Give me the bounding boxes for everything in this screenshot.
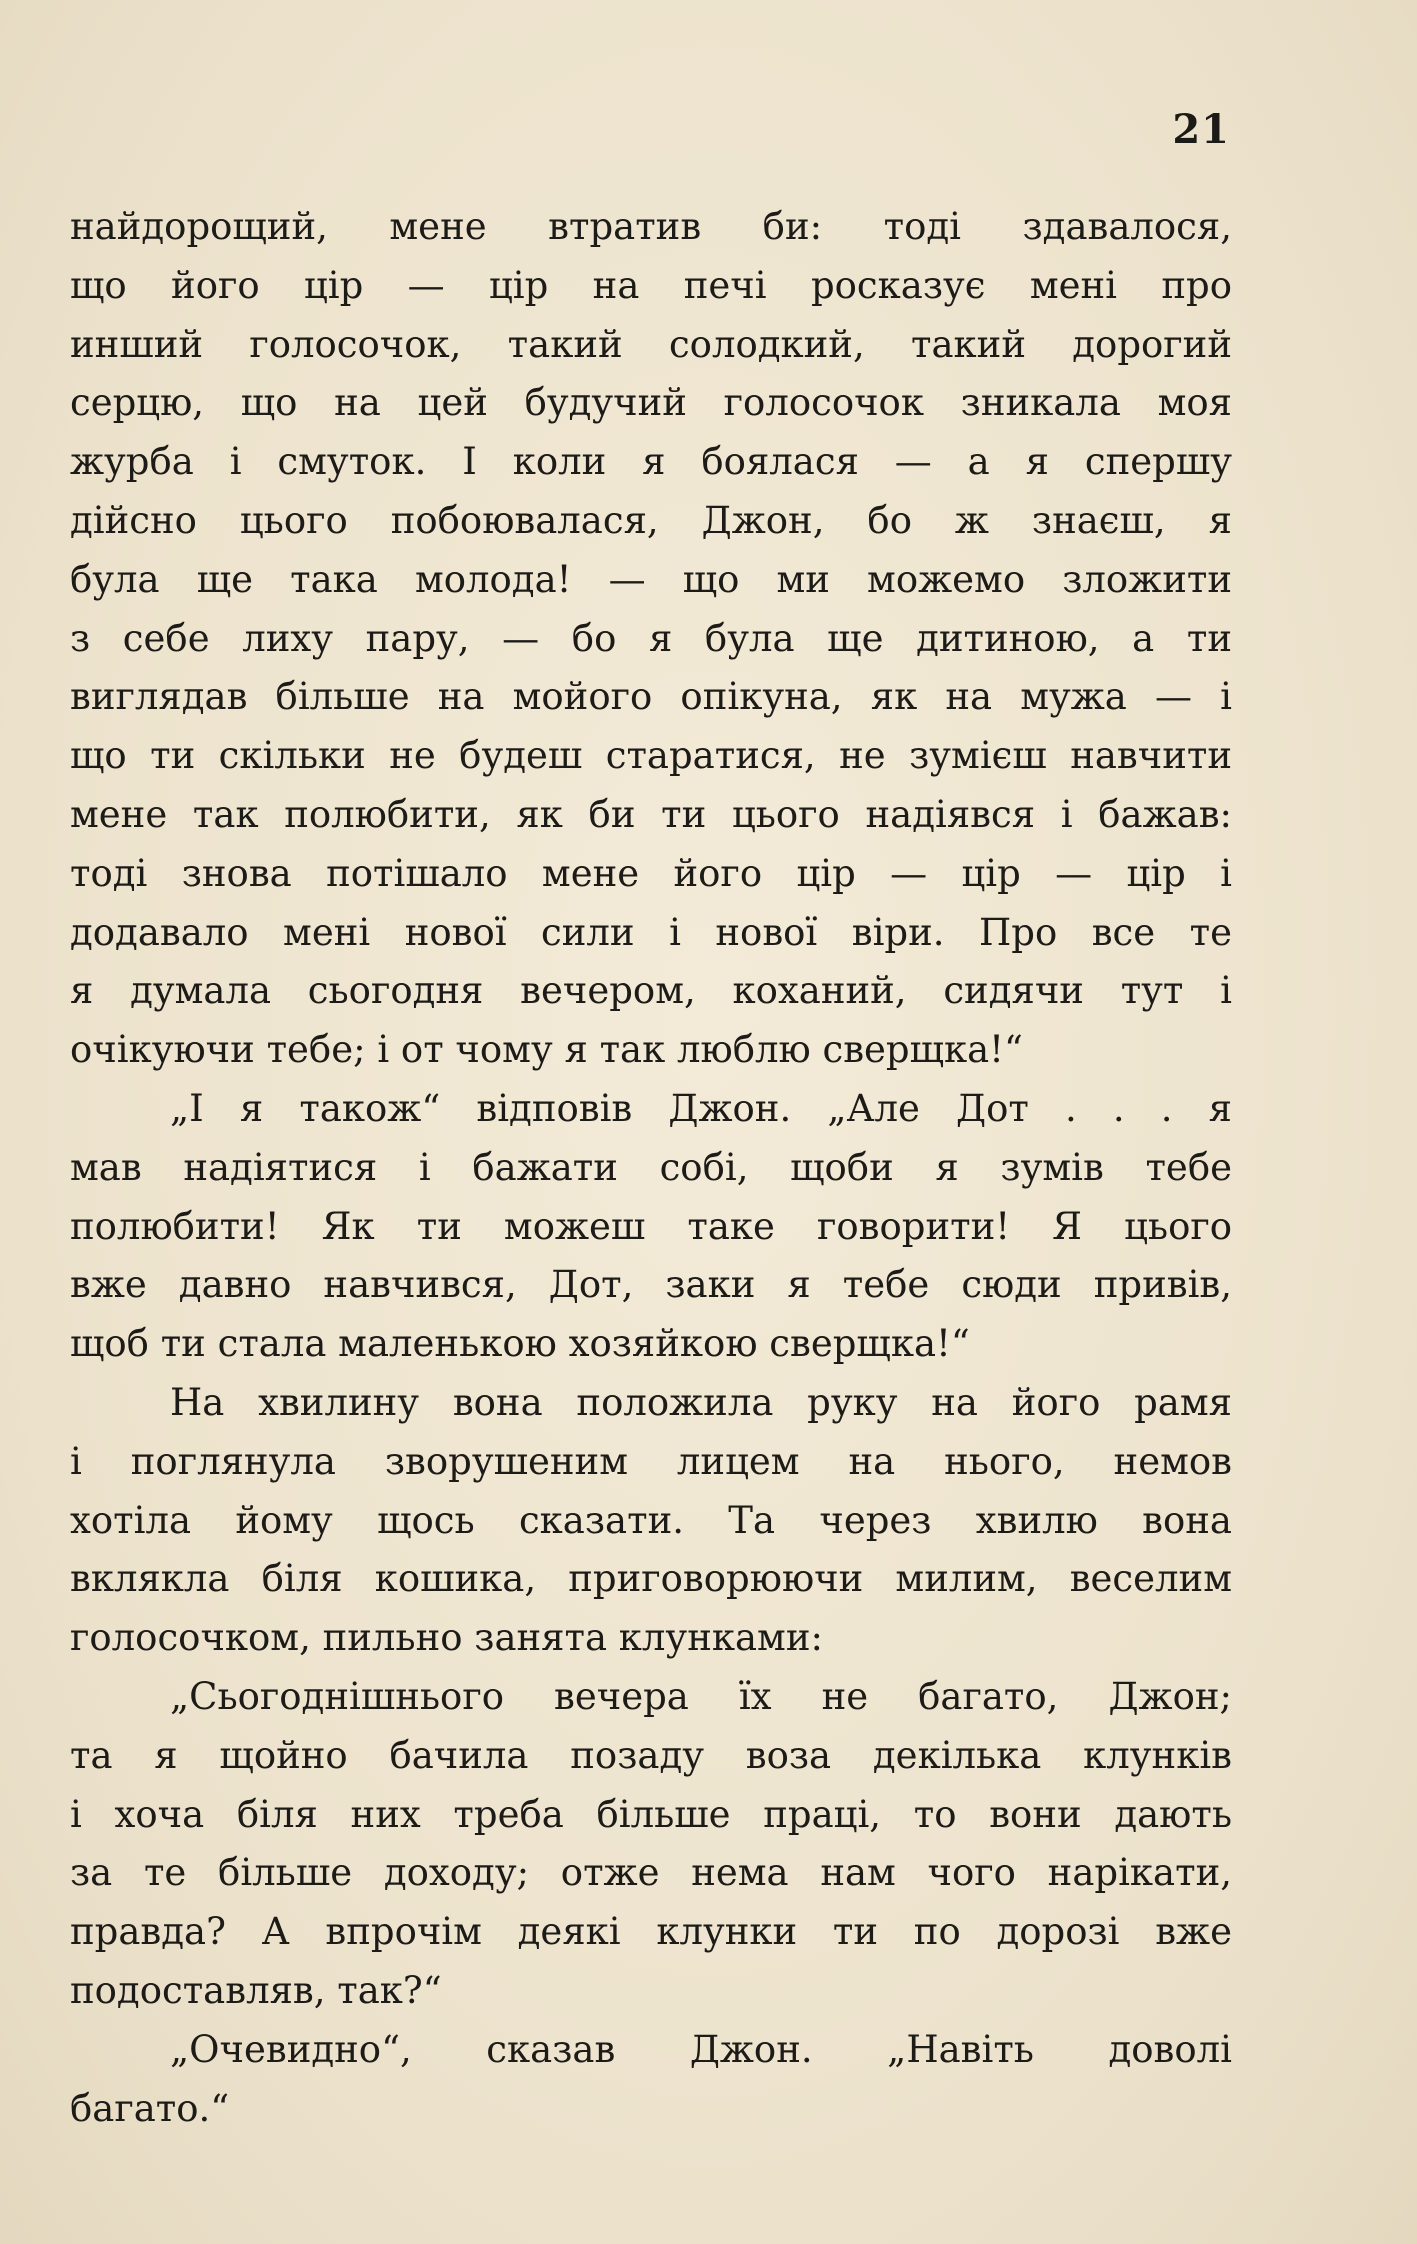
text-line: з себе лиху пару, — бо я була ще дитиною, а ти bbox=[70, 616, 1232, 660]
text-line: вже давно навчився, Дот, заки я тебе сюди привів, bbox=[70, 1263, 1232, 1307]
text-line: щоб ти стала маленькою хозяйкою сверщка!“ bbox=[70, 1322, 970, 1366]
text-line: вклякла біля кошика, приговорюючи милим, веселим bbox=[70, 1557, 1232, 1601]
text-line: подоставляв, так?“ bbox=[70, 1968, 442, 2012]
text-line: На хвилину вона положила руку на його рамя bbox=[170, 1380, 1232, 1424]
text-line: за те більше доходу; отже нема нам чого нарікати, bbox=[70, 1851, 1232, 1895]
body-text bbox=[70, 198, 1232, 2138]
text-line: серцю, що на цей будучий голосочок зникала моя bbox=[70, 381, 1232, 425]
text-line: полюбити! Як ти можеш таке говорити! Я цього bbox=[70, 1204, 1232, 1248]
text-line: виглядав більше на мойого опікуна, як на мужа — і bbox=[70, 675, 1232, 719]
text-line: була ще така молода! — що ми можемо зложити bbox=[70, 557, 1232, 601]
text-line: я думала сьогодня вечером, коханий, сидячи тут і bbox=[70, 969, 1232, 1013]
text-line: очікуючи тебе; і от чому я так люблю сверщка!“ bbox=[70, 1028, 1023, 1072]
text-line: инший голосочок, такий солодкий, такий дорогий bbox=[70, 322, 1232, 366]
text-line: хотіла йому щось сказати. Та через хвилю вона bbox=[70, 1498, 1232, 1542]
text-line: дійсно цього побоювалася, Джон, бо ж знаєш, я bbox=[70, 498, 1232, 542]
page-number: 21 bbox=[1172, 106, 1230, 153]
text-line: багато.“ bbox=[70, 2086, 230, 2130]
text-line: „І я також“ відповів Джон. „Але Дот . . . я bbox=[170, 1086, 1232, 1130]
text-line: голосочком, пильно занята клунками: bbox=[70, 1616, 823, 1660]
text-line: що його цір — цір на печі росказує мені про bbox=[70, 263, 1232, 307]
text-line: та я щойно бачила позаду воза декілька клунків bbox=[70, 1733, 1232, 1777]
text-line: найдорощий, мене втратив би: тоді здавалося, bbox=[70, 205, 1232, 248]
text-line: журба і смуток. І коли я боялася — а я спершу bbox=[70, 440, 1232, 484]
text-line: що ти скільки не будеш старатися, не зумієш навчити bbox=[70, 734, 1232, 778]
text-line: правда? А впрочім деякі клунки ти по дорозі вже bbox=[70, 1910, 1232, 1954]
text-line: мене так полюбити, як би ти цього надіявся і бажав: bbox=[70, 792, 1232, 836]
text-line: і поглянула зворушеним лицем на нього, немов bbox=[70, 1439, 1232, 1483]
text-line: тоді знова потішало мене його цір — цір — цір і bbox=[70, 851, 1232, 895]
text-line: і хоча біля них треба більше праці, то вони дають bbox=[70, 1792, 1232, 1836]
text-line: мав надіятися і бажати собі, щоби я зумів тебе bbox=[70, 1145, 1232, 1189]
text-line: „Очевидно“, сказав Джон. „Навіть доволі bbox=[170, 2027, 1232, 2071]
text-line: додавало мені нової сили і нової віри. Про все те bbox=[70, 910, 1232, 954]
text-line: „Сьогоднішнього вечера їх не багато, Джон; bbox=[170, 1674, 1232, 1718]
